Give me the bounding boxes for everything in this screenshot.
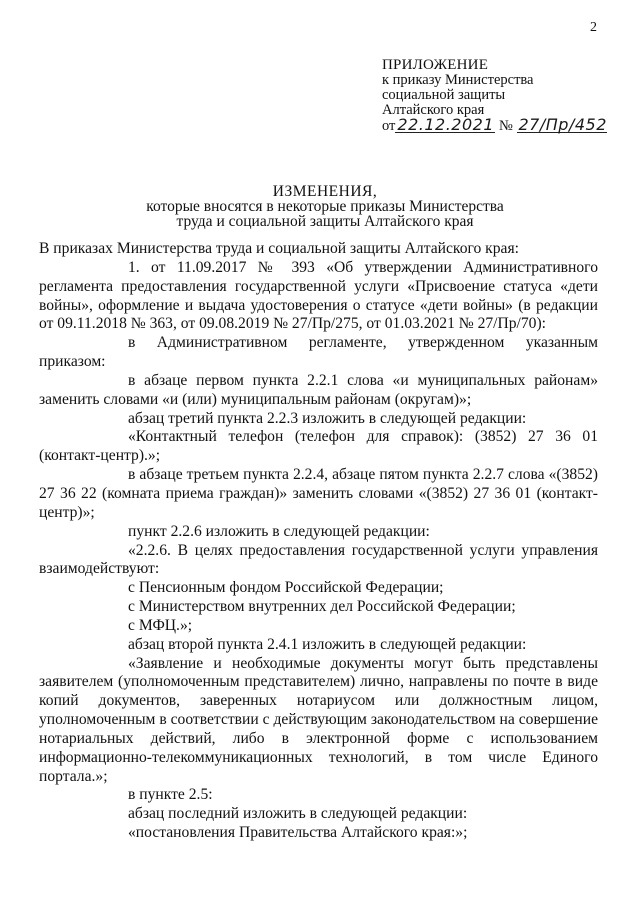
date-prefix: от: [382, 118, 396, 134]
appendix-line-3: Алтайского края: [382, 102, 485, 118]
paragraph: с Министерством внутренних дел Российской Федерации;: [128, 598, 516, 616]
appendix-date-number-row: [382, 115, 622, 134]
handwritten-date: 22.12.2021: [397, 115, 495, 134]
paragraph: в Административном регламенте, утвержденном указанным приказом:: [39, 334, 598, 371]
paragraph: с МФЦ.»;: [128, 616, 193, 634]
title-line-2: труда и социальной защиты Алтайского края: [176, 213, 474, 230]
paragraph: абзац второй пункта 2.4.1 изложить в следующей редакции:: [128, 635, 527, 653]
paragraph: «2.2.6. В целях предоставления государственной услуги управления взаимодействуют:: [39, 541, 598, 578]
paragraph: в абзаце первом пункта 2.2.1 слова «и муниципальных районам» заменить словами «и (или) муниципальным районам (округам)»;: [39, 371, 598, 408]
handwritten-number: 27/Пр/452: [518, 115, 607, 134]
appendix-line-1: к приказу Министерства: [382, 72, 534, 88]
paragraph: «Заявление и необходимые документы могут быть представлены заявителем (уполномоченным представителем) лично, направлены по почте в виде копий документов, заверенных нотариусом или должностным лицом, уполномоченным в соответствии с действующим законодательством на совершение нотариальных действий, либо в электронной форме с использованием информационно-телекоммуникационных технологий, в том числе Единого портала.»;: [39, 654, 598, 785]
paragraph: в пункте 2.5:: [128, 786, 213, 804]
paragraph: «Контактный телефон (телефон для справок): (3852) 27 36 01 (контакт-центр).»;: [39, 428, 598, 465]
paragraph-item-1: 1. от 11.09.2017 № 393 «Об утверждении Административного регламента предоставления государственной услуги «Присвоение статуса «дети войны», оформление и выдача удостоверения о статусе «дети войны» (в редакции от 09.11.2018 № 363, от 09.08.2019 № 27/Пр/275, от 01.03.2021 № 27/Пр/70):: [39, 258, 598, 333]
paragraph: абзац последний изложить в следующей редакции:: [128, 805, 468, 823]
page-number: 2: [590, 20, 597, 35]
number-prefix: №: [499, 118, 513, 134]
paragraph: в абзаце третьем пункта 2.2.4, абзаце пятом пункта 2.2.7 слова «(3852) 27 36 22 (комната приема граждан)» заменить словами «(3852) 27 36 01 (контакт-центр)»;: [39, 466, 598, 521]
document-body: [39, 240, 598, 843]
paragraph: с Пенсионным фондом Российской Федерации;: [128, 579, 444, 597]
paragraph: «постановления Правительства Алтайского края:»;: [128, 824, 468, 842]
paragraph-intro: В приказах Министерства труда и социальной защиты Алтайского края:: [39, 240, 519, 257]
appendix-header: [382, 58, 622, 134]
paragraph: абзац третий пункта 2.2.3 изложить в следующей редакции:: [128, 409, 527, 427]
paragraph: пункт 2.2.6 изложить в следующей редакции:: [128, 522, 430, 540]
document-title: [40, 184, 610, 229]
title-line-1: которые вносятся в некоторые приказы Министерства: [146, 198, 504, 215]
title-main: ИЗМЕНЕНИЯ,: [272, 183, 378, 200]
appendix-heading: ПРИЛОЖЕНИЕ: [382, 57, 489, 73]
appendix-line-2: социальной защиты: [382, 87, 506, 103]
